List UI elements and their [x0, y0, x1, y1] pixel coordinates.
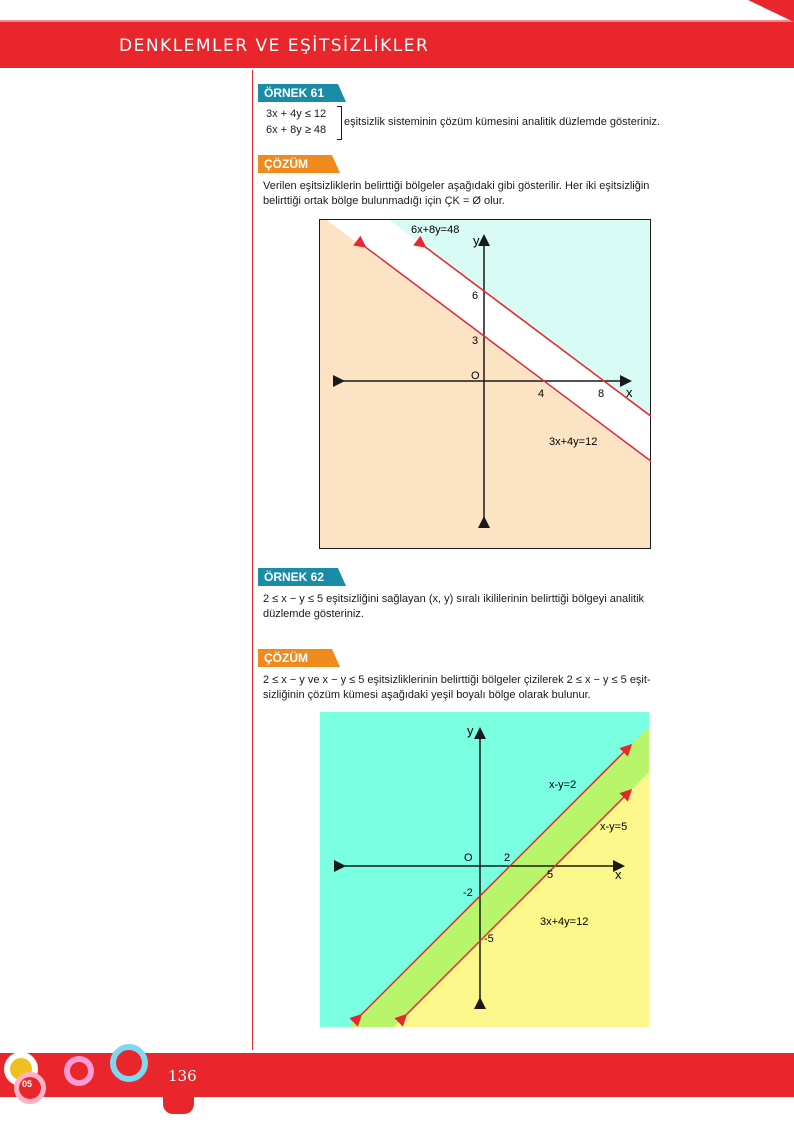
margin-line — [252, 70, 253, 1050]
chart-1-x-tick-4: 4 — [538, 388, 545, 400]
chart-2-x-tick-2: 2 — [504, 852, 511, 864]
header-corner-tab — [748, 0, 794, 22]
example-61-question: eşitsizlik sisteminin çözüm kümesini analitik düzlemde gösteriniz. — [344, 116, 661, 128]
chart-1-y-label: y — [473, 233, 480, 248]
inequality-2: 6x + 8y ≥ 48 — [266, 124, 327, 136]
system-brace — [337, 106, 342, 140]
chart-2-x-label: x — [615, 867, 622, 882]
solution-62-text-line-2: sizliğinin çözüm kümesi aşağıdaki yeşil boyalı bölge olarak bulunur. — [263, 689, 591, 701]
solution-61-text-line-2: belirttiği ortak bölge bulunmadığı için ÇK = Ø olur. — [263, 195, 505, 207]
example-62-text-line-2: düzlemde gösteriniz. — [263, 608, 364, 620]
solution-61-label: ÇÖZÜM — [258, 155, 332, 173]
chart-1-x-tick-8: 8 — [598, 388, 605, 400]
label-3x-4y-12-note: 3x+4y=12 — [540, 916, 589, 928]
label-3x-4y-12: 3x+4y=12 — [549, 436, 598, 448]
solution-61-text-line-1: Verilen eşitsizliklerin belirttiği bölgeler aşağıdaki gibi gösterilir. Her iki eşitsizliğin — [263, 180, 650, 192]
chart-1-y-tick-3: 3 — [472, 335, 479, 347]
chart-1-x-label: x — [626, 385, 633, 400]
chart-2-x-tick-5: 5 — [547, 869, 554, 881]
inequality-system — [258, 106, 340, 138]
chart-1-origin: O — [471, 370, 480, 382]
label-x-y-2: x-y=2 — [549, 779, 577, 791]
solution-62-text-line-1: 2 ≤ x − y ve x − y ≤ 5 eşitsizliklerinin belirttiği bölgeler çizilerek 2 ≤ x − y ≤ 5 eşit- — [263, 674, 651, 686]
label-x-y-5: x-y=5 — [600, 821, 628, 833]
chart-2-y-tick-minus-5: -5 — [484, 933, 494, 945]
example-62-text-line-1: 2 ≤ x − y ≤ 5 eşitsizliğini sağlayan (x, y) sıralı ikililerinin belirttiği bölgeyi analitik — [263, 593, 645, 605]
chart-example-62 — [320, 712, 649, 1027]
solution-62-label: ÇÖZÜM — [258, 649, 332, 667]
chart-example-61 — [319, 219, 651, 549]
chart-1-y-tick-6: 6 — [472, 290, 479, 302]
chart-2-y-label: y — [467, 723, 474, 738]
inequality-1: 3x + 4y ≤ 12 — [266, 108, 327, 120]
chart-2-origin: O — [464, 852, 473, 864]
page-number: 136 — [168, 1067, 197, 1085]
gear-icon-pink — [64, 1056, 94, 1086]
example-61-label: ÖRNEK 61 — [258, 84, 338, 102]
gear-icon-blue — [110, 1044, 148, 1082]
example-62-label: ÖRNEK 62 — [258, 568, 338, 586]
chart-2-y-tick-minus-2: -2 — [463, 887, 473, 899]
unit-badge: 05 — [22, 1079, 33, 1089]
chapter-title: DENKLEMLER VE EŞİTSİZLİKLER — [119, 36, 430, 56]
label-6x-8y-48: 6x+8y=48 — [411, 224, 460, 236]
